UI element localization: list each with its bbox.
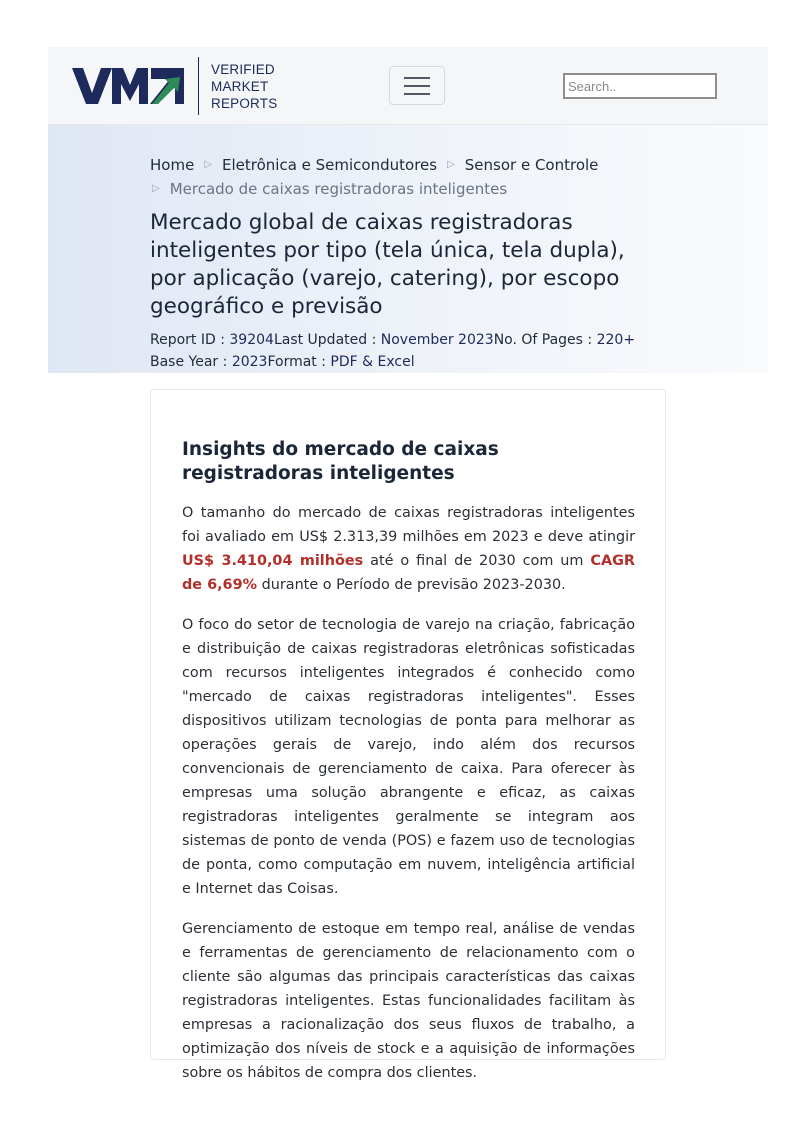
chevron-right-icon: ▷ xyxy=(447,159,455,170)
base-year-value: 2023 xyxy=(231,354,268,370)
search-input[interactable] xyxy=(563,73,717,99)
report-hero xyxy=(48,125,768,373)
market-value-highlight: US$ 3.410,04 milhões xyxy=(182,553,364,569)
logo-text xyxy=(211,61,277,112)
report-meta-row-1 xyxy=(150,329,670,351)
cagr-highlight: CAGR de 6,69% xyxy=(182,553,635,593)
site-header xyxy=(48,47,768,125)
brand-logo[interactable] xyxy=(72,57,277,115)
pages-value: 220+ xyxy=(596,332,636,348)
breadcrumb-home-link[interactable]: Home xyxy=(150,156,195,174)
hamburger-icon-bar xyxy=(404,77,430,79)
chevron-right-icon: ▷ xyxy=(152,183,160,194)
logo-line-3: REPORTS xyxy=(211,95,278,111)
insights-paragraph-3: Gerenciamento de estoque em tempo real, análise de vendas e ferramentas de gerenciamento de relacionamento com o cliente são algumas das principais características das caixas registradoras inteligentes. Estas funcionalidades facilitam às empresas a racionalização dos seus fluxos de trabalho, a optimização dos níveis de stock e a aquisição de informações sobre os hábitos de compra dos clientes. xyxy=(182,921,635,1081)
format-label: Format : xyxy=(267,354,331,370)
report-id-value: 39204 xyxy=(229,332,274,348)
hamburger-icon-bar xyxy=(404,85,430,87)
breadcrumb xyxy=(150,153,670,201)
hamburger-icon-bar xyxy=(404,93,430,95)
report-id-label: Report ID : xyxy=(150,332,230,348)
base-year-label: Base Year : xyxy=(150,354,232,370)
report-meta-row-2 xyxy=(150,351,670,373)
logo-divider xyxy=(198,57,199,115)
logo-line-2: MARKET xyxy=(211,78,269,94)
insights-p1-text: O tamanho do mercado de caixas registradoras inteligentes foi avaliado em US$ 2.313,39 milhões em 2023 e deve atingir xyxy=(182,505,635,545)
last-updated-label: Last Updated : xyxy=(273,332,381,348)
insights-p1-text: até o final de 2030 com um xyxy=(363,553,591,569)
pages-label: No. Of Pages : xyxy=(493,332,597,348)
insights-card xyxy=(150,389,666,1081)
breadcrumb-category-link[interactable]: Eletrônica e Semicondutores xyxy=(222,156,438,174)
insights-title: Insights do mercado de caixas registradoras inteligentes xyxy=(182,439,499,484)
breadcrumb-current: Mercado de caixas registradoras inteligentes xyxy=(169,180,508,198)
last-updated-value: November 2023 xyxy=(380,332,494,348)
chevron-right-icon: ▷ xyxy=(204,159,212,170)
insights-body xyxy=(182,501,635,1101)
format-value: PDF & Excel xyxy=(330,354,415,370)
page-title: Mercado global de caixas registradoras inteligentes por tipo (tela única, tela dupla), por aplicação (varejo, catering), por escopo geográfico e previsão xyxy=(150,210,625,319)
insights-p1-text: durante o Período de previsão 2023-2030. xyxy=(257,577,566,593)
logo-line-1: VERIFIED xyxy=(211,61,275,77)
menu-toggle-button[interactable] xyxy=(389,66,445,105)
insights-paragraph-1 xyxy=(182,501,635,597)
report-meta xyxy=(150,329,670,373)
breadcrumb-subcategory-link[interactable]: Sensor e Controle xyxy=(464,156,599,174)
page xyxy=(48,47,768,373)
insights-paragraph-2: O foco do setor de tecnologia de varejo na criação, fabricação e distribuição de caixas registradoras eletrônicas sofisticadas com recursos inteligentes integrados é conhecido como "mercado de caixas registradoras inteligentes". Esses dispositivos utilizam tecnologias de ponta para melhorar as operações gerais de varejo, indo além dos recursos convencionais de gerenciamento de caixa. Para oferecer às empresas uma solução abrangente e eficaz, as caixas registradoras inteligentes geralmente se integram aos sistemas de ponto de venda (POS) e fazem uso de tecnologias de ponta, como computação em nuvem, inteligência artificial e Internet das Coisas. xyxy=(182,617,635,897)
vmr-logo-icon xyxy=(72,67,184,105)
